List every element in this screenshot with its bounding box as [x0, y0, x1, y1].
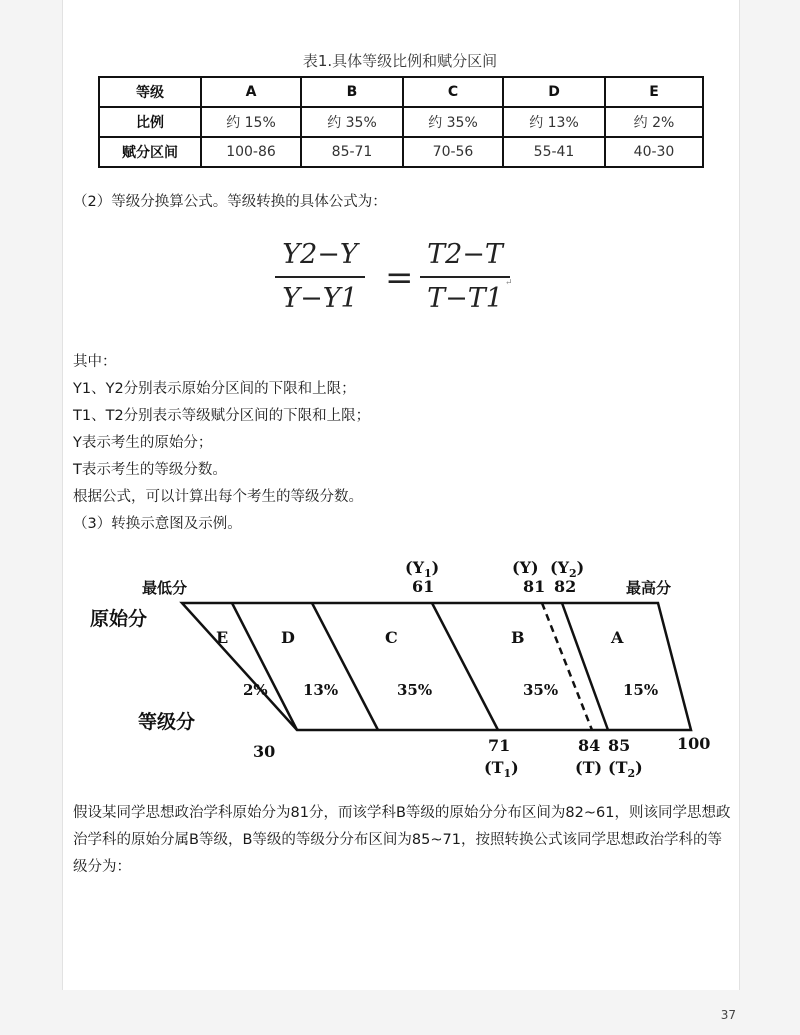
conversion-diagram [80, 545, 720, 785]
fraction-bar [275, 276, 365, 278]
table-cell: E [605, 77, 703, 107]
band-divider [562, 603, 608, 730]
definition-line: T表示考生的等级分数。 [73, 462, 227, 478]
section-2-heading: （2）等级分换算公式。等级转换的具体公式为： [73, 194, 387, 210]
table-cell: 约 35% [403, 107, 503, 137]
band-divider [312, 603, 378, 730]
left-denominator: Y−Y1 [282, 283, 358, 314]
table-cell: 40-30 [605, 137, 703, 167]
right-numerator: T2−T [427, 239, 503, 270]
y1-subscript: 1 [424, 567, 432, 580]
y-label: (Y) [512, 558, 539, 577]
band-divider [432, 603, 498, 730]
page-number: 37 [720, 1008, 736, 1022]
value-71: 71 [488, 736, 511, 755]
t-label: (T) [575, 758, 603, 777]
right-fraction [420, 238, 510, 316]
table-row [99, 137, 703, 167]
t2-subscript: 2 [627, 767, 636, 780]
definition-line: T1、T2分别表示等级赋分区间的下限和上限； [73, 408, 371, 424]
band-label-e: E [216, 628, 229, 647]
y2-label-text: (Y [550, 558, 569, 577]
t1-subscript: 1 [503, 767, 512, 780]
table-row [99, 77, 703, 107]
section-3-heading: （3）转换示意图及示例。 [73, 516, 242, 532]
percent-a: 15% [623, 681, 659, 699]
table-cell: 约 13% [503, 107, 605, 137]
value-81: 81 [523, 577, 546, 596]
table-header-grade: 等级 [99, 77, 201, 107]
table-cell: A [201, 77, 301, 107]
t1-label [484, 758, 519, 780]
band-label-c: C [385, 628, 398, 647]
percent-c: 35% [397, 681, 433, 699]
percent-b: 35% [523, 681, 559, 699]
y1-label-text: (Y [405, 558, 424, 577]
value-84: 84 [578, 736, 601, 755]
right-denominator: T−T1 [427, 283, 503, 314]
value-85: 85 [608, 736, 631, 755]
return-mark-icon: ↵ [505, 278, 513, 288]
definition-line: Y1、Y2分别表示原始分区间的下限和上限； [73, 381, 356, 397]
table-cell: 70-56 [403, 137, 503, 167]
table-cell: 约 35% [301, 107, 403, 137]
left-fraction [275, 238, 365, 316]
table-cell: B [301, 77, 403, 107]
table-cell: 约 15% [201, 107, 301, 137]
definition-line: 根据公式，可以计算出每个考生的等级分数。 [73, 489, 363, 505]
y1-close-paren: ) [431, 558, 440, 577]
table-cell: 55-41 [503, 137, 605, 167]
table-cell: C [403, 77, 503, 107]
highest-score-label: 最高分 [626, 579, 672, 597]
table-cell: 100-86 [201, 137, 301, 167]
table-header-ratio: 比例 [99, 107, 201, 137]
fraction-bar [420, 276, 510, 278]
value-30: 30 [253, 742, 276, 761]
table-row [99, 107, 703, 137]
t2-label [608, 758, 643, 780]
diagram-outline [182, 603, 691, 730]
value-100: 100 [677, 734, 711, 753]
equals-sign: = [385, 258, 414, 298]
table-caption: 表1.具体等级比例和赋分区间 [302, 52, 498, 70]
band-label-a: A [611, 628, 624, 647]
table-cell: 85-71 [301, 137, 403, 167]
t2-close-paren: ) [635, 758, 643, 777]
band-label-b: B [511, 628, 525, 647]
t1-close-paren: ) [511, 758, 519, 777]
conversion-formula [275, 238, 525, 318]
definition-line: 其中： [73, 354, 117, 370]
band-divider [232, 603, 297, 730]
table-header-range: 赋分区间 [99, 137, 201, 167]
grade-score-label: 等级分 [138, 711, 196, 733]
y2-close-paren: ) [576, 558, 585, 577]
percent-e: 2% [243, 681, 268, 699]
value-61: 61 [412, 577, 435, 596]
lowest-score-label: 最低分 [142, 579, 188, 597]
table-cell: 约 2% [605, 107, 703, 137]
t2-label-text: (T [608, 758, 628, 777]
t1-label-text: (T [484, 758, 504, 777]
table-cell: D [503, 77, 605, 107]
example-paragraph: 假设某同学思想政治学科原始分为81分，而该学科B等级的原始分分布区间为82~61，则该同学思想政治学科的原始分属B等级，B等级的等级分分布区间为85~71，按照转换公式该同学思想政治学科的等级分为： [73, 805, 731, 875]
band-label-d: D [281, 628, 295, 647]
definition-line: Y表示考生的原始分； [73, 435, 213, 451]
left-numerator: Y2−Y [282, 239, 358, 270]
raw-score-label: 原始分 [90, 608, 148, 630]
y2-subscript: 2 [569, 567, 577, 580]
percent-d: 13% [303, 681, 339, 699]
value-82: 82 [554, 577, 577, 596]
grade-table [98, 76, 704, 168]
